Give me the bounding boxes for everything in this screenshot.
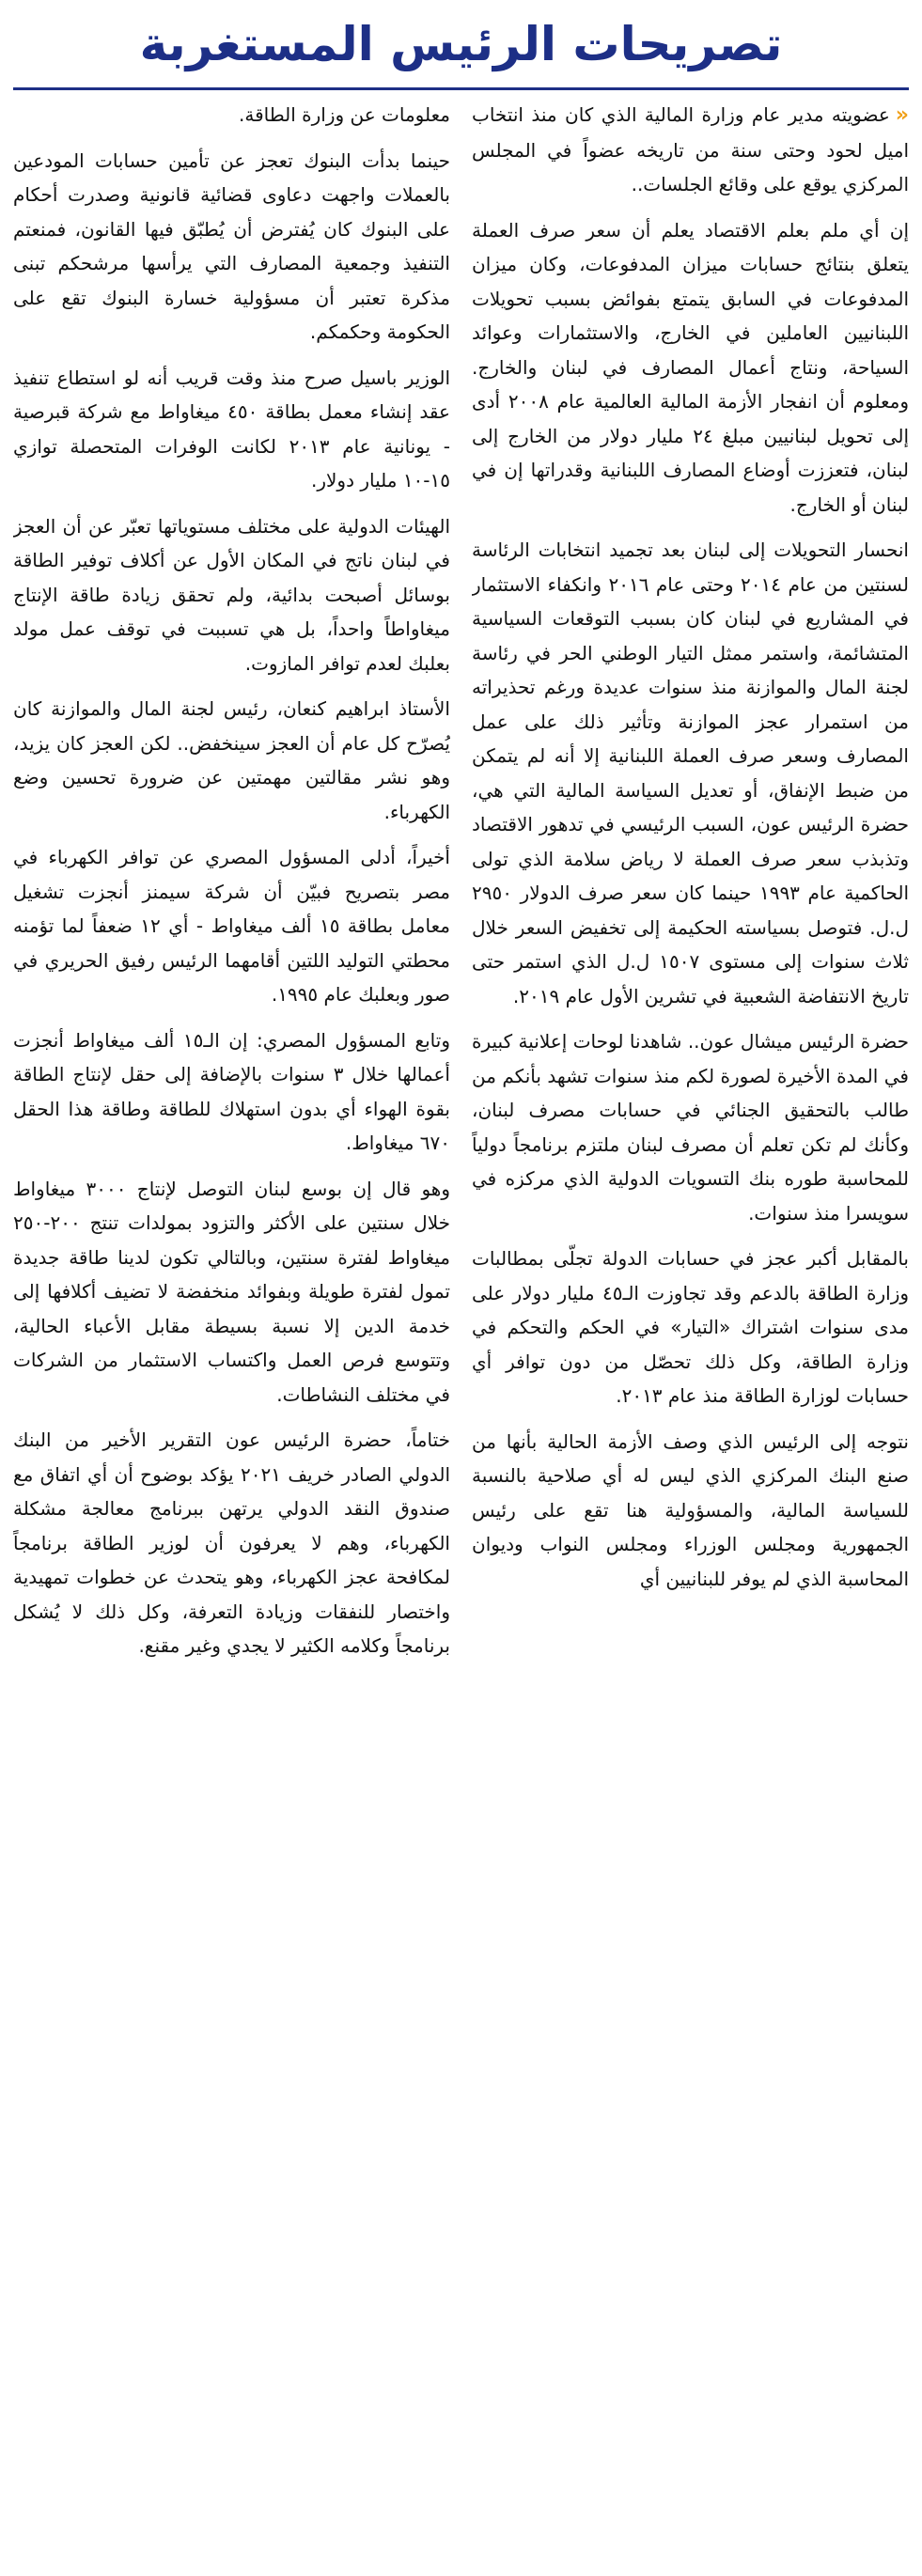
- paragraph-text: عضويته مدير عام وزارة المالية الذي كان منذ انتخاب اميل لحود وحتى سنة من تاريخه عضواً في المجلس المركزي يوقع على وقائع الجلسات..: [472, 103, 909, 195]
- left-column: [13, 98, 450, 2569]
- paragraph: معلومات عن وزارة الطاقة.: [239, 103, 450, 126]
- paragraph: حينما بدأت البنوك تعجز عن تأمين حسابات المودعين بالعملات واجهت دعاوى قضائية قانونية وصدرت أحكام على البنوك كان يُفترض أن يُطبّق فيها القانون، فمنعتم التنفيذ وجمعية المصارف التي يرأسها مرشحكم تبنى مذكرة تعتبر أن مسؤولية خسارة البنوك تقع على الحكومة وحكمكم.: [13, 148, 450, 343]
- double-chevron-left-icon: «: [895, 103, 909, 127]
- paragraph: الهيئات الدولية على مختلف مستوياتها تعبّر عن أن العجز في لبنان ناتج في المكان الأول عن أكلاف توفير الطاقة بوسائل أصبحت بدائية، ولم تحقق زيادة طاقة الإنتاج ميغاواطاً واحداً، بل هي تسببت في توقف عمل مولد بعلبك لعدم توافر المازوت.: [13, 514, 450, 675]
- paragraph: الوزير باسيل صرح منذ وقت قريب أنه لو استطاع تنفيذ عقد إنشاء معمل بطاقة ٤٥٠ ميغاواط مع شركة قبرصية - يونانية عام ٢٠١٣ لكانت الوفرات المتحصلة توازي ١٥-١٠ مليار دولار.: [13, 366, 450, 492]
- paragraph: ختاماً، حضرة الرئيس عون التقرير الأخير من البنك الدولي الصادر خريف ٢٠٢١ يؤكد بوضوح أن أي اتفاق مع صندوق النقد الدولي يرتهن ببرنامج معالجة مشكلة الكهرباء، وهم لا يعرفون أن لوزير الطاقة برنامجاً لمكافحة عجز الكهرباء، وهو يتحدث عن خطوات تمهيدية واختصار للنفقات وزيادة التعرفة، وكل ذلك لا يُشكل برنامجاً وكلامه الكثير لا يجدي وغير مقنع.: [13, 1429, 450, 1657]
- article-title: تصريحات الرئيس المستغربة: [13, 0, 909, 90]
- paragraph: حضرة الرئيس ميشال عون.. شاهدنا لوحات إعلانية كبيرة في المدة الأخيرة لصورة لكم منذ سنوات تشهد بأنكم من طالب بالتحقيق الجنائي في حسابات مصرف لبنان، وكأنك لم تكن تعلم أن مصرف لبنان ملتزم برنامجاً دولياً للمحاسبة طوره بنك التسويات الدولية الذي مركزه في سويسرا منذ سنوات.: [472, 1030, 909, 1225]
- paragraph: وتابع المسؤول المصري: إن الـ١٥ ألف ميغاواط أنجزت أعمالها خلال ٣ سنوات بالإضافة إلى حقل لإنتاج الطاقة بقوة الهواء أي بدون استهلاك للطاقة وطاقة هذا الحقل ٦٧٠ ميغاواط.: [13, 1028, 450, 1154]
- paragraph: انحسار التحويلات إلى لبنان بعد تجميد انتخابات الرئاسة لسنتين من عام ٢٠١٤ وحتى عام ٢٠١٦ وانكفاء الاستثمار في المشاريع في لبنان كان بسبب التوقعات السياسية المتشائمة، واستمر ممثل التيار الوطني الحر في رئاسة لجنة المال والموازنة منذ سنوات عديدة ورغم تحذيراته من استمرار عجز الموازنة وتأثير ذلك على عمل المصارف وسعر صرف العملة اللبنانية إلا أنه لم يتمكن من ضبط الإنفاق، أو تعديل السياسة المالية التي هي، حضرة الرئيس عون، السبب الرئيسي في تدهور الاقتصاد وتذبذب سعر صرف العملة لا رياض سلامة الذي تولى الحاكمية عام ١٩٩٣ حينما كان سعر صرف الدولار ٢٩٥٠ ل.ل. فتوصل بسياسته الحكيمة إلى تخفيض السعر خلال ثلاث سنوات إلى مستوى ١٥٠٧ ل.ل الذي استمر حتى تاريخ الانتفاضة الشعبية في تشرين الأول عام ٢٠١٩.: [472, 539, 909, 1007]
- paragraph: إن أي ملم بعلم الاقتصاد يعلم أن سعر صرف العملة يتعلق بنتائج حسابات ميزان المدفوعات، وكان ميزان المدفوعات في السابق يتمتع بفوائض بسبب تحويلات اللبنانيين العاملين في الخارج، والاستثمارات وعوائد السياحة، ونتاج أعمال المصارف في لبنان والخارج. ومعلوم أن انفجار الأزمة المالية العالمية عام ٢٠٠٨ أدى إلى تحويل لبنانيين مبلغ ٢٤ مليار دولار من الخارج إلى لبنان، فتعززت أوضاع المصارف اللبنانية وقدراتها إن في لبنان أو الخارج.: [472, 218, 909, 516]
- paragraph: وهو قال إن بوسع لبنان التوصل لإنتاج ٣٠٠٠ ميغاواط خلال سنتين على الأكثر والتزود بمولدات تنتج ٢٠٠-٢٥٠ ميغاواط لفترة سنتين، وبالتالي تكون لدينا طاقة جديدة تمول لفترة طويلة وبفوائد منخفضة لا تضيف أكلافها إلى خدمة الدين إلا نسبة بسيطة مقابل الأعباء الحالية، وتتوسع فرص العمل واكتساب الاستثمار من الشركات في مختلف النشاطات.: [13, 1177, 450, 1406]
- right-column: [472, 98, 909, 2569]
- paragraph: أخيراً، أدلى المسؤول المصري عن توافر الكهرباء في مصر بتصريح فبيّن أن شركة سيمنز أنجزت تشغيل معامل بطاقة ١٥ ألف ميغاواط - أي ١٢ ضعفاً لما تؤمنه محطتي التوليد اللتين أقامهما الرئيس رفيق الحريري في صور وبعلبك عام ١٩٩٥.: [13, 846, 450, 1006]
- article-columns: [13, 98, 909, 2569]
- paragraph: بالمقابل أكبر عجز في حسابات الدولة تجلّى بمطالبات وزارة الطاقة بالدعم وقد تجاوزت الـ٤٥ مليار دولار على مدى سنوات اشتراك «التيار» في الحكم والتحكم في وزارة الطاقة، وكل ذلك تحصّل من دون توافر أي حسابات لوزارة الطاقة منذ عام ٢٠١٣.: [472, 1247, 909, 1407]
- paragraph: نتوجه إلى الرئيس الذي وصف الأزمة الحالية بأنها من صنع البنك المركزي الذي ليس له أي صلاحية بالنسبة للسياسة المالية، والمسؤولية هنا تقع على رئيس الجمهورية ومجلس الوزراء ومجلس النواب وديوان المحاسبة الذي لم يوفر للبنانيين أي: [472, 1429, 909, 1590]
- paragraph: [472, 98, 909, 202]
- paragraph: الأستاذ ابراهيم كنعان، رئيس لجنة المال والموازنة كان يُصرّح كل عام أن العجز سينخفض.. لكن العجز كان يزيد، وهو نشر مقالتين مهمتين عن ضرورة تحسين وضع الكهرباء.: [13, 697, 450, 823]
